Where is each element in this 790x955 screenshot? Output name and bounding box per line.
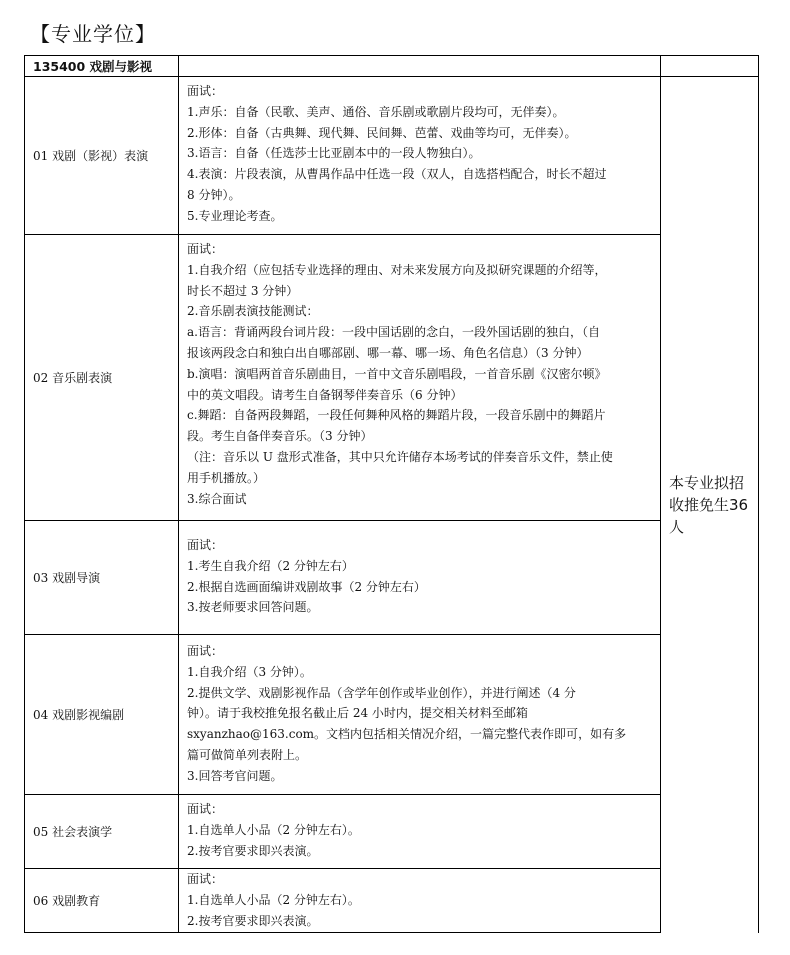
requirement-line: 3.综合面试 [187, 491, 247, 506]
direction-label: 04 戏剧影视编剧 [33, 708, 125, 722]
requirement-line: 1.声乐：自备（民歌、美声、通俗、音乐剧或歌剧片段均可，无伴奏）。 [187, 104, 565, 119]
requirement-cell [178, 868, 661, 933]
direction-cell [24, 76, 179, 235]
requirement-line: 时长不超过 3 分钟） [187, 283, 299, 298]
requirement-cell [178, 634, 661, 795]
header-empty-cell [178, 55, 661, 77]
direction-label: 05 社会表演学 [33, 825, 113, 839]
requirement-cell [178, 794, 661, 869]
requirement-line: 1.自我介绍（3 分钟）。 [187, 664, 312, 679]
header-empty-cell [660, 55, 759, 77]
requirement-line: 段。考生自备伴奏音乐。（3 分钟） [187, 429, 373, 444]
requirement-line: 1.自选单人小品（2 分钟左右）。 [187, 822, 360, 837]
direction-cell [24, 634, 179, 795]
requirement-line: 5.专业理论考查。 [187, 208, 283, 223]
direction-cell [24, 794, 179, 869]
requirement-line: sxyanzhao@163.com。文档内包括相关情况介绍，一篇完整代表作即可，如有多 [187, 727, 627, 742]
requirement-line: 中的英文唱段。请考生自备钢琴伴奏音乐（6 分钟） [187, 387, 463, 402]
requirement-line: a.语言：背诵两段台词片段：一段中国话剧的念白，一段外国话剧的独白，（自 [187, 325, 600, 340]
requirement-line: 面试： [187, 872, 224, 886]
direction-cell [24, 234, 179, 521]
page-title: 【专业学位】 [30, 22, 156, 46]
requirement-line: 3.按老师要求回答问题。 [187, 600, 319, 615]
requirement-line: 报该两段念白和独白出自哪部剧、哪一幕、哪一场、角色名信息）（3 分钟） [187, 345, 589, 360]
requirement-line: c.舞蹈：自备两段舞蹈，一段任何舞种风格的舞蹈片段，一段音乐剧中的舞蹈片 [187, 408, 606, 423]
requirement-line: 3.语言：自备（任选莎士比亚剧本中的一段人物独白）。 [187, 146, 481, 161]
requirement-line: 用手机播放。） [187, 470, 266, 485]
requirement-line: 面试： [187, 644, 224, 658]
requirement-cell [178, 76, 661, 235]
requirement-line: 2.按考官要求即兴表演。 [187, 843, 319, 858]
requirement-line: 2.按考官要求即兴表演。 [187, 913, 319, 928]
requirement-line: 2.提供文学、戏剧影视作品（含学年创作或毕业创作），并进行阐述（4 分 [187, 685, 576, 700]
requirement-line: 面试： [187, 802, 224, 816]
direction-cell [24, 520, 179, 635]
requirement-line: 1.自选单人小品（2 分钟左右）。 [187, 892, 360, 907]
direction-label: 02 音乐剧表演 [33, 371, 113, 385]
direction-label: 03 戏剧导演 [33, 571, 101, 585]
requirement-line: 8 分钟）。 [187, 187, 241, 202]
header-code-name: 135400 戏剧与影视 [24, 55, 179, 77]
direction-cell [24, 868, 179, 933]
requirement-line: 1.自我介绍（应包括专业选择的理由、对未来发展方向及拟研究课题的介绍等， [187, 262, 607, 277]
requirement-cell [178, 520, 661, 635]
requirement-cell [178, 234, 661, 521]
quota-text: 本专业拟招收推免生36人 [669, 473, 749, 536]
direction-label: 01 戏剧（影视）表演 [33, 149, 149, 163]
requirement-line: 2.音乐剧表演技能测试： [187, 304, 319, 319]
quota-cell [660, 76, 759, 933]
requirement-line: 3.回答考官问题。 [187, 768, 283, 783]
requirement-line: b.演唱：演唱两首音乐剧曲目，一首中文音乐剧唱段，一首音乐剧《汉密尔顿》 [187, 366, 607, 381]
requirement-line: 面试： [187, 84, 224, 98]
requirement-line: 2.形体：自备（古典舞、现代舞、民间舞、芭蕾、戏曲等均可，无伴奏）。 [187, 125, 577, 140]
requirement-line: 4.表演：片段表演，从曹禺作品中任选一段（双人，自选搭档配合，时长不超过 [187, 167, 607, 182]
direction-label: 06 戏剧教育 [33, 894, 101, 908]
requirement-line: （注：音乐以 U 盘形式准备，其中只允许储存本场考试的伴奏音乐文件，禁止使 [187, 449, 613, 464]
requirement-line: 2.根据自选画面编讲戏剧故事（2 分钟左右） [187, 579, 426, 594]
requirements-table [24, 55, 759, 933]
requirement-line: 篇可做简单列表附上。 [187, 747, 308, 762]
requirement-line: 1.考生自我介绍（2 分钟左右） [187, 558, 354, 573]
requirement-line: 钟）。请于我校推免报名截止后 24 小时内，提交相关材料至邮箱 [187, 706, 528, 721]
requirement-line: 面试： [187, 538, 224, 552]
requirement-line: 面试： [187, 242, 224, 256]
